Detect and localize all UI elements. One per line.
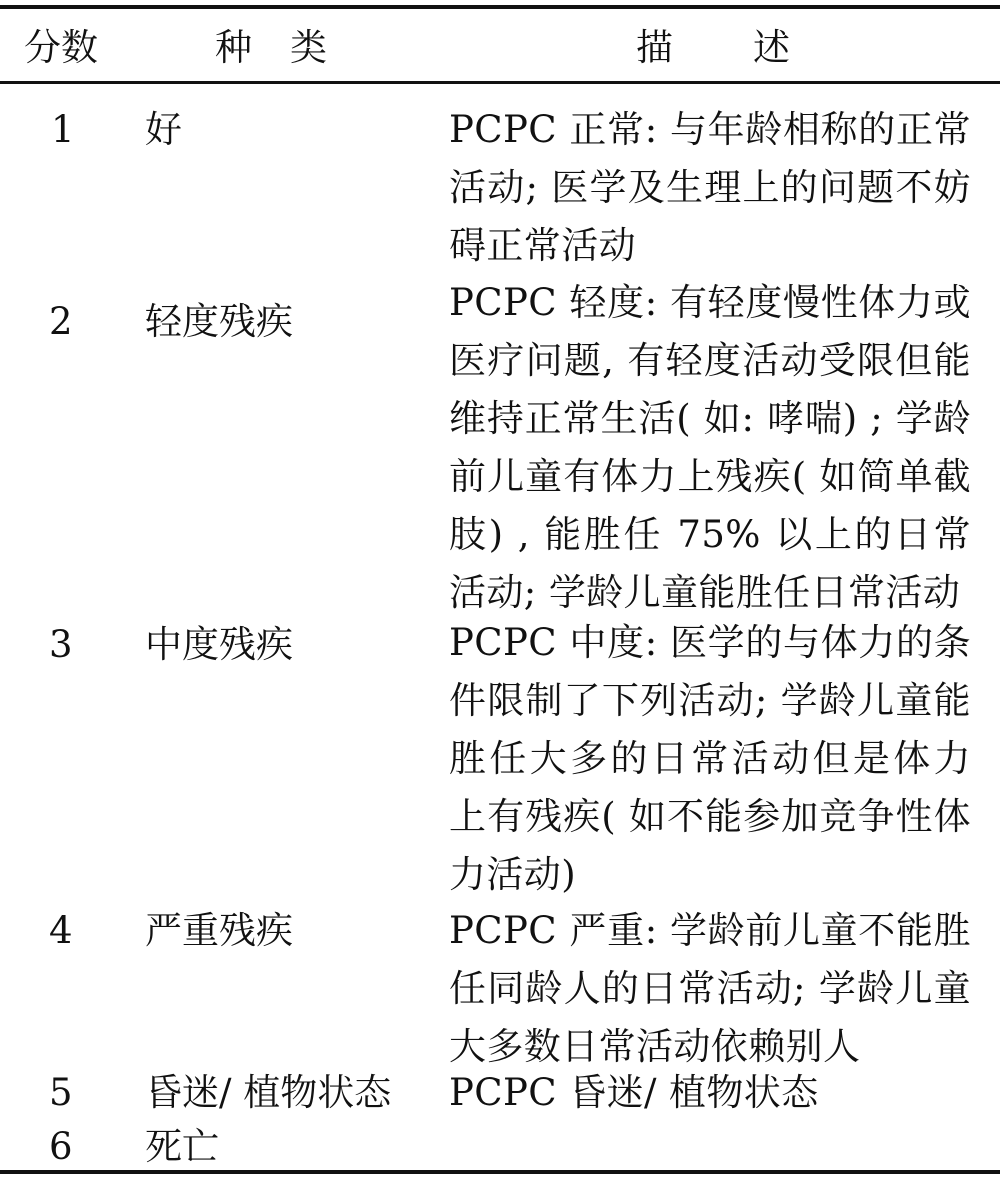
- row-score: 2: [49, 300, 73, 343]
- header-kind: 种类: [215, 26, 365, 69]
- table-bottom-rule: [0, 1170, 1000, 1174]
- table-header-rule: [0, 81, 1000, 84]
- row-description: PCPC 正常: 与年龄相称的正常活动; 医学及生理上的问题不妨碍正常活动: [449, 108, 971, 267]
- row-score: 5: [49, 1071, 73, 1114]
- row-kind: 好: [145, 108, 182, 151]
- row-description: PCPC 中度: 医学的与体力的条件限制了下列活动; 学龄儿童能胜任大多的日常活动但是体力上有残疾( 如不能参加竞争性体力活动): [449, 621, 971, 896]
- header-score: 分数: [24, 26, 98, 69]
- row-kind: 严重残疾: [145, 909, 293, 952]
- row-score: 6: [49, 1125, 73, 1168]
- row-kind: 轻度残疾: [145, 300, 293, 343]
- row-description: PCPC 轻度: 有轻度慢性体力或医疗问题, 有轻度活动受限但能维持正常生活( 如: 哮喘) ; 学龄前儿童有体力上残疾( 如简单截肢) , 能胜任 75% 以上的日常活动; 学龄儿童能胜任日常活动: [449, 281, 971, 614]
- row-score: 3: [49, 623, 73, 666]
- row-description: PCPC 昏迷/ 植物状态: [449, 1071, 819, 1114]
- table-top-rule: [0, 5, 1000, 9]
- row-description: PCPC 严重: 学龄前儿童不能胜任同龄人的日常活动; 学龄儿童大多数日常活动依赖别人: [449, 909, 971, 1068]
- row-kind: 死亡: [145, 1125, 219, 1168]
- row-kind: 中度残疾: [145, 623, 293, 666]
- row-kind: 昏迷/ 植物状态: [145, 1071, 392, 1114]
- row-score: 4: [49, 909, 73, 952]
- header-description: 描述: [636, 26, 870, 69]
- row-score: 1: [51, 108, 75, 151]
